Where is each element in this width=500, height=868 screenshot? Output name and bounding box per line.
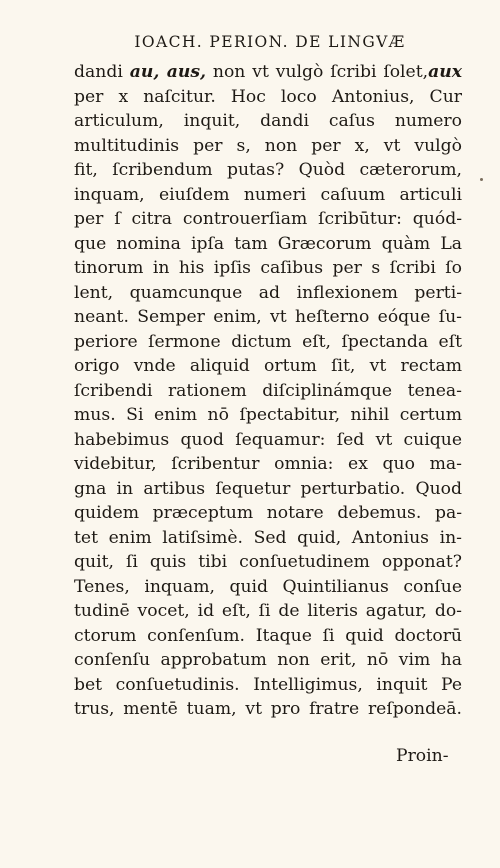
text-line: tinorum in his ipſis caſibus per s ſcribi ſo [74,258,462,278]
paper-speck [480,178,483,181]
text-line: neant. Semper enim, vt heſterno eóque ſu- [74,307,462,327]
italic-word: au, aus, [129,62,207,82]
text-line: ctorum conſenſum. Itaque ſi quid doctorū [74,625,462,646]
text-fragment: non vt vulgò ſcribi ſolet, [206,62,429,82]
italic-word: aux [428,62,462,82]
text-line: inquam, eiuſdem numeri caſuum articuli [74,184,462,205]
catchword: Proin- [396,746,449,766]
text-line: Tenes, inquam, quid Quintilianus conſue [74,576,462,597]
text-line: trus, mentē tuam, vt pro fratre reſpondeā. [74,699,462,719]
text-line: per x naſcitur. Hoc loco Antonius, Cur [74,86,462,107]
text-line [74,60,462,85]
text-line: habebimus quod ſequamur: ſed vt cuique [74,429,462,450]
text-line: quidem præceptum notare debemus. pa- [74,503,462,523]
text-line: fit, ſcribendum putas? Quòd cæterorum, [74,160,462,180]
text-fragment: dandi [74,62,130,82]
text-line: tudinē vocet, id eſt, ſi de literis agatur, do- [74,601,462,621]
text-line: articulum, inquit, dandi caſus numero [74,111,462,131]
text-line: que nomina ipſa tam Græcorum quàm La [74,233,462,254]
running-head: IOACH. PERION. DE LINGVÆ [134,33,406,51]
text-line: conſenſu approbatum non erit, nō vim ha [74,650,462,670]
text-line: videbitur, ſcribentur omnia: ex quo ma- [74,454,462,474]
text-line: origo vnde aliquid ortum ſit, vt rectam [74,356,462,376]
text-line: mus. Si enim nō ſpectabitur, nihil certum [74,405,462,425]
text-line: lent, quamcunque ad inflexionem perti- [74,282,462,303]
text-line: ſcribendi rationem diſciplinámque tenea- [74,380,462,401]
text-block [74,60,462,722]
text-line: periore ſermone dictum eſt, ſpectanda eſt [74,331,462,352]
text-line: bet conſuetudinis. Intelligimus, inquit Pe [74,674,462,695]
text-line: multitudinis per s, non per x, vt vulgò [74,135,462,156]
text-line: per ſ citra controuerſiam ſcribūtur: quód- [74,209,462,229]
text-line: quit, ſi quis tibi conſuetudinem opponat? [74,552,462,572]
text-line: tet enim latiſsimè. Sed quid, Antonius in- [74,527,462,548]
text-line: gna in artibus ſequetur perturbatio. Quod [74,478,462,499]
